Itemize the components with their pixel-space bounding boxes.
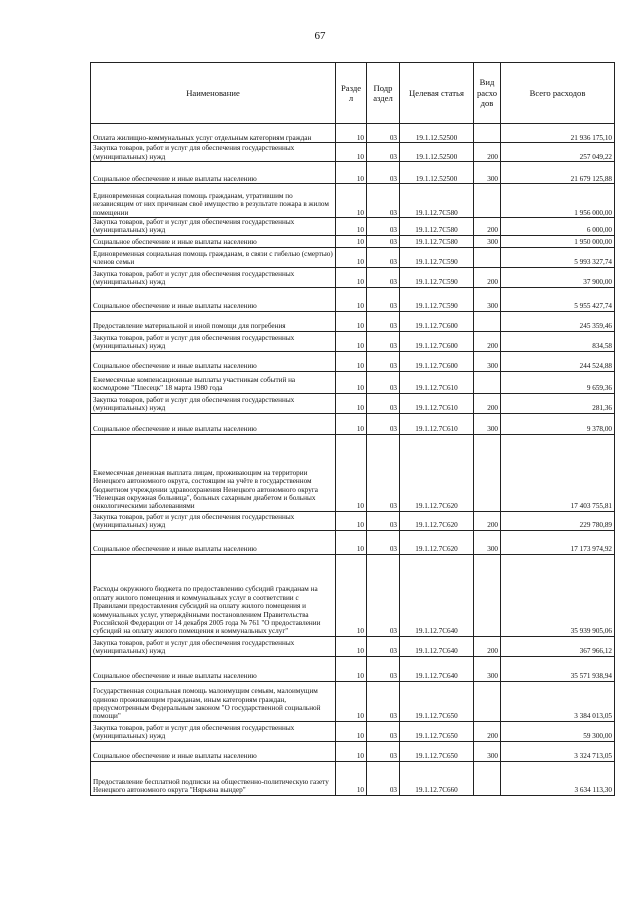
- row-expense-type: 200: [474, 267, 501, 287]
- row-section: 10: [336, 393, 367, 413]
- table-row: [91, 311, 615, 331]
- row-article: 19.1.12.7С590: [400, 287, 474, 311]
- row-section: 10: [336, 184, 367, 218]
- row-subsection: 03: [367, 143, 400, 162]
- row-section: 10: [336, 530, 367, 554]
- row-amount: 5 955 427,74: [501, 287, 615, 311]
- header-subsection: Подр аздел: [367, 63, 400, 124]
- row-section: 10: [336, 331, 367, 351]
- row-article: 19.1.12.7С600: [400, 351, 474, 371]
- row-section: 10: [336, 741, 367, 761]
- row-section: 10: [336, 636, 367, 656]
- table-row: [91, 218, 615, 236]
- row-subsection: 03: [367, 331, 400, 351]
- header-section: Разде л: [336, 63, 367, 124]
- row-article: 19.1.12.7С590: [400, 247, 474, 267]
- row-name: Закупка товаров, работ и услуг для обеспечения государственных (муниципальных) нужд: [91, 721, 336, 741]
- row-name: Предоставление материальной и иной помощи для погребения: [91, 311, 336, 331]
- row-amount: 1 950 000,00: [501, 235, 615, 247]
- row-article: 19.1.12.7С590: [400, 267, 474, 287]
- row-subsection: 03: [367, 636, 400, 656]
- row-section: 10: [336, 235, 367, 247]
- row-expense-type: 300: [474, 741, 501, 761]
- row-expense-type: 200: [474, 511, 501, 530]
- row-expense-type: 200: [474, 218, 501, 236]
- row-subsection: 03: [367, 554, 400, 636]
- row-amount: 367 966,12: [501, 636, 615, 656]
- row-article: 19.1.12.7С640: [400, 554, 474, 636]
- row-section: 10: [336, 721, 367, 741]
- row-amount: 281,36: [501, 393, 615, 413]
- row-amount: 21 679 125,88: [501, 162, 615, 184]
- row-expense-type: [474, 554, 501, 636]
- row-amount: 9 659,36: [501, 371, 615, 393]
- row-subsection: 03: [367, 162, 400, 184]
- row-name: Социальное обеспечение и иные выплаты населению: [91, 287, 336, 311]
- row-expense-type: [474, 184, 501, 218]
- row-section: 10: [336, 656, 367, 681]
- table-row: [91, 393, 615, 413]
- row-subsection: 03: [367, 247, 400, 267]
- row-expense-type: [474, 761, 501, 795]
- table-row: [91, 636, 615, 656]
- row-article: 19.1.12.7С580: [400, 235, 474, 247]
- row-article: 19.1.12.7С660: [400, 761, 474, 795]
- row-article: 19.1.12.7С620: [400, 434, 474, 511]
- row-subsection: 03: [367, 511, 400, 530]
- row-name: Ежемесячные компенсационные выплаты участникам событий на космодроме "Плесецк" 18 марта 1980 года: [91, 371, 336, 393]
- row-amount: 245 359,46: [501, 311, 615, 331]
- row-section: 10: [336, 681, 367, 721]
- row-name: Закупка товаров, работ и услуг для обеспечения государственных (муниципальных) нужд: [91, 511, 336, 530]
- row-subsection: 03: [367, 311, 400, 331]
- budget-table: [90, 62, 615, 796]
- row-section: 10: [336, 371, 367, 393]
- row-name: Закупка товаров, работ и услуг для обеспечения государственных (муниципальных) нужд: [91, 636, 336, 656]
- row-expense-type: 200: [474, 393, 501, 413]
- row-name: Закупка товаров, работ и услуг для обеспечения государственных (муниципальных) нужд: [91, 331, 336, 351]
- row-subsection: 03: [367, 218, 400, 236]
- row-name: Социальное обеспечение и иные выплаты населению: [91, 741, 336, 761]
- row-name: Закупка товаров, работ и услуг для обеспечения государственных (муниципальных) нужд: [91, 267, 336, 287]
- row-subsection: 03: [367, 721, 400, 741]
- row-name: Социальное обеспечение и иные выплаты населению: [91, 235, 336, 247]
- row-name: Закупка товаров, работ и услуг для обеспечения государственных (муниципальных) нужд: [91, 218, 336, 236]
- row-name: Социальное обеспечение и иные выплаты населению: [91, 656, 336, 681]
- row-section: 10: [336, 247, 367, 267]
- row-amount: 35 571 938,94: [501, 656, 615, 681]
- row-article: 19.1.12.52500: [400, 124, 474, 143]
- row-subsection: 03: [367, 434, 400, 511]
- row-expense-type: [474, 124, 501, 143]
- row-name: Закупка товаров, работ и услуг для обеспечения государственных (муниципальных) нужд: [91, 143, 336, 162]
- row-article: 19.1.12.7С600: [400, 311, 474, 331]
- row-amount: 9 378,00: [501, 413, 615, 434]
- row-section: 10: [336, 218, 367, 236]
- row-expense-type: 300: [474, 235, 501, 247]
- row-subsection: 03: [367, 741, 400, 761]
- row-article: 19.1.12.7С610: [400, 393, 474, 413]
- row-section: 10: [336, 351, 367, 371]
- header-name: Наименование: [91, 63, 336, 124]
- table-row: [91, 656, 615, 681]
- row-section: 10: [336, 287, 367, 311]
- table-body: [91, 124, 615, 796]
- table-row: [91, 554, 615, 636]
- row-expense-type: 300: [474, 656, 501, 681]
- row-amount: 244 524,88: [501, 351, 615, 371]
- row-article: 19.1.12.7С580: [400, 184, 474, 218]
- row-name: Социальное обеспечение и иные выплаты населению: [91, 413, 336, 434]
- table-row: [91, 530, 615, 554]
- table-row: [91, 413, 615, 434]
- row-subsection: 03: [367, 351, 400, 371]
- row-subsection: 03: [367, 656, 400, 681]
- row-expense-type: 300: [474, 351, 501, 371]
- row-amount: 59 300,00: [501, 721, 615, 741]
- row-expense-type: 200: [474, 143, 501, 162]
- row-expense-type: 200: [474, 721, 501, 741]
- row-article: 19.1.12.7С610: [400, 371, 474, 393]
- row-subsection: 03: [367, 267, 400, 287]
- row-amount: 257 049,22: [501, 143, 615, 162]
- table-row: [91, 143, 615, 162]
- row-subsection: 03: [367, 235, 400, 247]
- row-section: 10: [336, 554, 367, 636]
- table-row: [91, 287, 615, 311]
- row-expense-type: 200: [474, 636, 501, 656]
- row-expense-type: 200: [474, 331, 501, 351]
- row-amount: 37 900,00: [501, 267, 615, 287]
- row-section: 10: [336, 311, 367, 331]
- row-expense-type: 300: [474, 413, 501, 434]
- row-subsection: 03: [367, 393, 400, 413]
- table-row: [91, 267, 615, 287]
- row-article: 19.1.12.7С650: [400, 681, 474, 721]
- row-name: Закупка товаров, работ и услуг для обеспечения государственных (муниципальных) нужд: [91, 393, 336, 413]
- row-name: Единовременная социальная помощь гражданам, утратившим по независящим от них причинам своё имущество в результате пожара в жилом помещении: [91, 184, 336, 218]
- row-section: 10: [336, 162, 367, 184]
- row-subsection: 03: [367, 413, 400, 434]
- table-header-row: [91, 63, 615, 124]
- row-section: 10: [336, 413, 367, 434]
- row-name: Предоставление бесплатной подписки на общественно-политическую газету Ненецкого автономного округа "Нярьяна вындер": [91, 761, 336, 795]
- table-row: [91, 741, 615, 761]
- row-article: 19.1.12.7С580: [400, 218, 474, 236]
- header-expense-type: Вид расхо дов: [474, 63, 501, 124]
- page-number: 67: [314, 30, 326, 42]
- table-row: [91, 721, 615, 741]
- row-expense-type: [474, 371, 501, 393]
- row-amount: 35 939 905,06: [501, 554, 615, 636]
- table-row: [91, 184, 615, 218]
- table-row: [91, 235, 615, 247]
- row-amount: 21 936 175,10: [501, 124, 615, 143]
- row-amount: 229 780,89: [501, 511, 615, 530]
- row-article: 19.1.12.7С640: [400, 656, 474, 681]
- row-article: 19.1.12.7С640: [400, 636, 474, 656]
- row-subsection: 03: [367, 184, 400, 218]
- row-section: 10: [336, 434, 367, 511]
- table-row: [91, 681, 615, 721]
- table-row: [91, 162, 615, 184]
- row-expense-type: 300: [474, 162, 501, 184]
- table-row: [91, 371, 615, 393]
- table-row: [91, 511, 615, 530]
- row-amount: 1 956 000,00: [501, 184, 615, 218]
- row-subsection: 03: [367, 530, 400, 554]
- row-article: 19.1.12.7С650: [400, 721, 474, 741]
- row-name: Единовременная социальная помощь гражданам, в связи с гибелью (смертью) членов семьи: [91, 247, 336, 267]
- row-section: 10: [336, 761, 367, 795]
- row-article: 19.1.12.7С620: [400, 511, 474, 530]
- table-row: [91, 434, 615, 511]
- row-amount: 17 403 755,81: [501, 434, 615, 511]
- row-article: 19.1.12.7С620: [400, 530, 474, 554]
- row-article: 19.1.12.52500: [400, 162, 474, 184]
- row-name: Социальное обеспечение и иные выплаты населению: [91, 162, 336, 184]
- row-amount: 17 173 974,92: [501, 530, 615, 554]
- row-amount: 3 384 013,05: [501, 681, 615, 721]
- row-section: 10: [336, 124, 367, 143]
- table-row: [91, 247, 615, 267]
- header-total: Всего расходов: [501, 63, 615, 124]
- row-expense-type: [474, 681, 501, 721]
- row-article: 19.1.12.7С610: [400, 413, 474, 434]
- row-section: 10: [336, 267, 367, 287]
- row-name: Социальное обеспечение и иные выплаты населению: [91, 351, 336, 371]
- row-subsection: 03: [367, 124, 400, 143]
- row-name: Ежемесячная денежная выплата лицам, проживающим на территории Ненецкого автономного округа, состоящим на учёте в государственном бюджетном учреждении здравоохранения Ненецкого автономного округа "Ненецкая окружная больница", больных сахарным диабетом и больных онкологическими заболеваниями: [91, 434, 336, 511]
- row-name: Оплата жилищно-коммунальных услуг отдельным категориям граждан: [91, 124, 336, 143]
- row-subsection: 03: [367, 371, 400, 393]
- row-expense-type: 300: [474, 287, 501, 311]
- row-section: 10: [336, 511, 367, 530]
- row-subsection: 03: [367, 681, 400, 721]
- table-row: [91, 124, 615, 143]
- row-article: 19.1.12.52500: [400, 143, 474, 162]
- row-expense-type: [474, 434, 501, 511]
- header-article: Целевая статья: [400, 63, 474, 124]
- row-name: Расходы окружного бюджета по предоставлению субсидий гражданам на оплату жилого помещения и коммунальных услуг в соответствии с Правилами предоставления субсидий на оплату жилого помещения и коммунальных услуг, утверждёнными постановлением Правительства Российской Федерации от 14 декабря 2005 года № 761 "О предоставлении субсидий на оплату жилого помещения и коммунальных услуг": [91, 554, 336, 636]
- row-amount: 3 634 113,30: [501, 761, 615, 795]
- row-subsection: 03: [367, 761, 400, 795]
- row-amount: 5 993 327,74: [501, 247, 615, 267]
- row-expense-type: [474, 247, 501, 267]
- row-expense-type: [474, 311, 501, 331]
- row-subsection: 03: [367, 287, 400, 311]
- row-amount: 3 324 713,05: [501, 741, 615, 761]
- row-amount: 6 000,00: [501, 218, 615, 236]
- table-row: [91, 761, 615, 795]
- row-section: 10: [336, 143, 367, 162]
- table-row: [91, 331, 615, 351]
- table-row: [91, 351, 615, 371]
- row-name: Социальное обеспечение и иные выплаты населению: [91, 530, 336, 554]
- row-article: 19.1.12.7С650: [400, 741, 474, 761]
- row-amount: 834,58: [501, 331, 615, 351]
- row-expense-type: 300: [474, 530, 501, 554]
- row-name: Государственная социальная помощь малоимущим семьям, малоимущим одиноко проживающим гражданам, иным категориям граждан, предусмотренным Федеральным законом "О государственной социальной помощи": [91, 681, 336, 721]
- row-article: 19.1.12.7С600: [400, 331, 474, 351]
